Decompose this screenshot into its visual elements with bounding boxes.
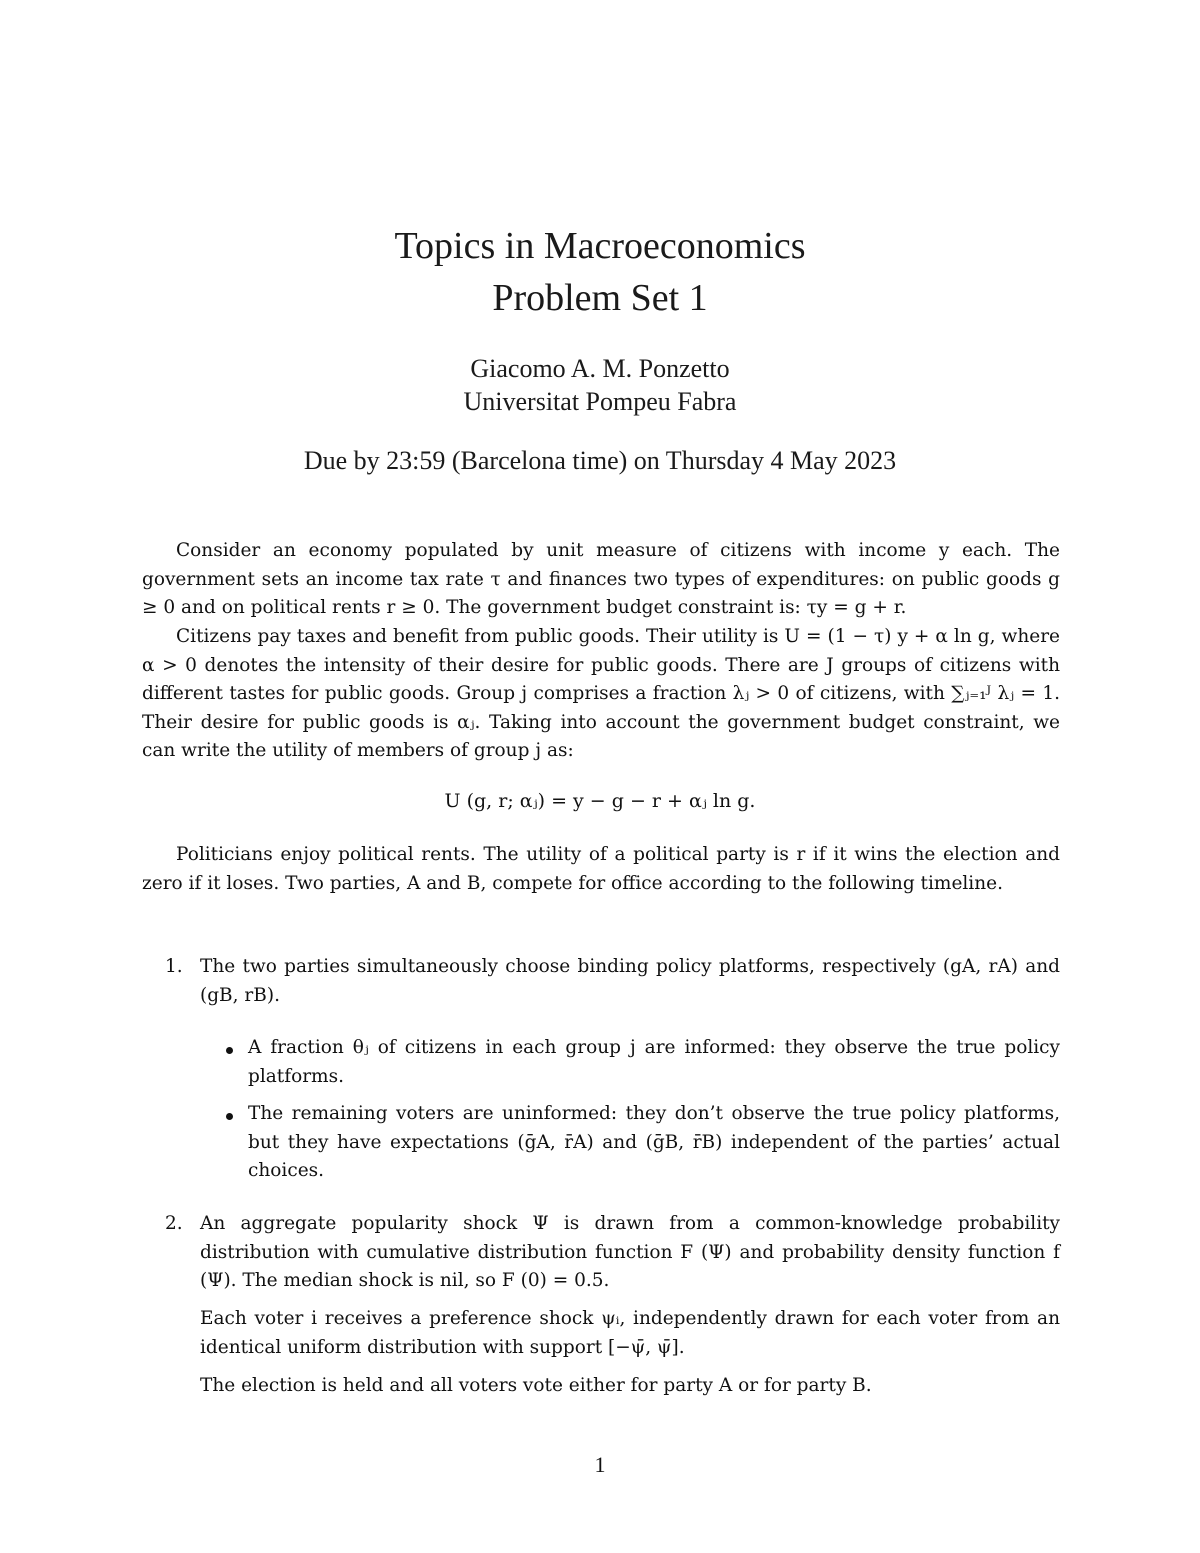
election-text: The election is held and all voters vote either for party A or for party B. [200, 1375, 872, 1396]
paragraph-politicians: Politicians enjoy political rents. The utility of a political party is r if it wins the election and zero if it loses. Two parties, A and B, compete for office according to the following timeline. [142, 844, 1060, 894]
list-item-2-text: An aggregate popularity shock Ψ is drawn from a common-knowledge probability distribution with cumulative distribution function F (Ψ) and probability density function f (Ψ). The median shock is nil, so F (0) = 0.5. [200, 1213, 1060, 1292]
author-name: Giacomo A. M. Ponzetto [470, 354, 730, 383]
bullet-uninformed-text: The remaining voters are uninformed: they don’t observe the true policy platforms, but they have expectations (ḡA, r̄A) and (ḡB, r̄B) independent of the parties’ actual choices. [248, 1103, 1060, 1182]
due-date: Due by 23:59 (Barcelona time) on Thursday 4 May 2023 [303, 446, 897, 475]
list-item-1-text: The two parties simultaneously choose binding policy platforms, respectively (gA, rA) and (gB, rB). [200, 956, 1060, 1006]
author-institution: Universitat Pompeu Fabra [463, 387, 737, 416]
bullet-informed-text: A fraction θⱼ of citizens in each group j are informed: they observe the true policy platforms. [248, 1037, 1060, 1087]
preference-shock-text: Each voter i receives a preference shock ψᵢ, independently drawn for each voter from an identical uniform distribution with support [−ψ̄, ψ̄]. [200, 1308, 1060, 1358]
document-title: Topics in Macroeconomics [394, 225, 806, 267]
document-subtitle: Problem Set 1 [492, 277, 708, 319]
paragraph-economy: Consider an economy populated by unit measure of citizens with income y each. The government sets an income tax rate τ and finances two types of expenditures: on public goods g ≥ 0 and on political rents r ≥ 0. The government budget constraint is: τy = g + r. [142, 540, 1060, 619]
utility-equation: U (g, r; αⱼ) = y − g − r + αⱼ ln g. [444, 790, 756, 812]
bullet-icon [226, 1113, 233, 1120]
list-number-1: 1. [165, 956, 183, 977]
paragraph-utility: Citizens pay taxes and benefit from public goods. Their utility is U = (1 − τ) y + α ln g, where α > 0 denotes the intensity of their desire for public goods. There are J groups of citizens with different tastes for public goods. Group j comprises a fraction λⱼ > 0 of citizens, with ∑ⱼ₌₁ᴶ λⱼ = 1. Their desire for public goods is αⱼ. Taking into account the government budget constraint, we can write the utility of members of group j as: [142, 626, 1060, 762]
list-number-2: 2. [165, 1213, 183, 1234]
page-number: 1 [594, 1452, 606, 1477]
bullet-icon [226, 1047, 233, 1054]
